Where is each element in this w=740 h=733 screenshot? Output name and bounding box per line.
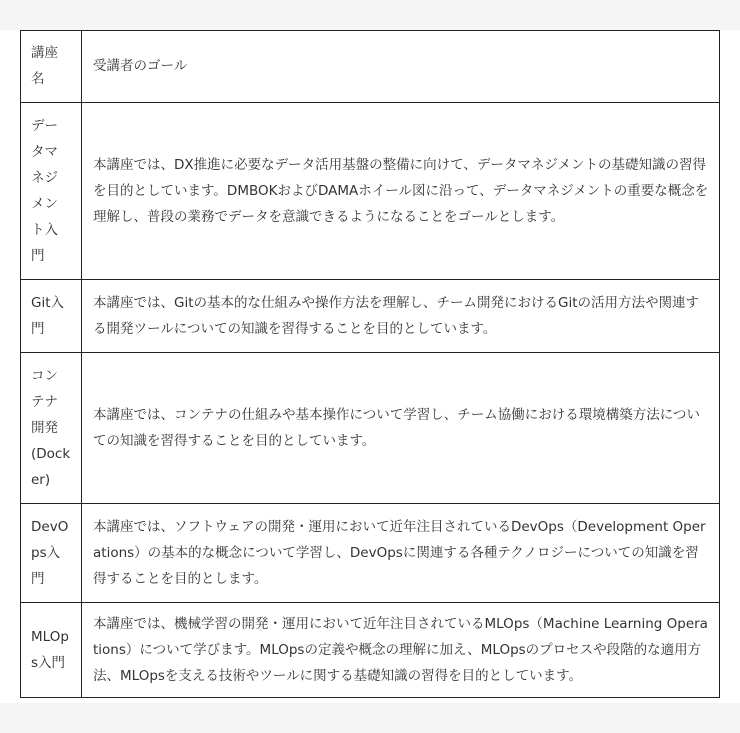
table-row — [21, 504, 720, 603]
table-row — [21, 280, 720, 353]
course-name-cell: DevOps入門 — [21, 504, 82, 603]
course-goal-cell: 本講座では、DX推進に必要なデータ活用基盤の整備に向けて、データマネジメントの基礎知識の習得を目的としています。DMBOKおよびDAMAホイール図に沿って、データマネジメントの重要な概念を理解し、普段の業務でデータを意識できるようになることをゴールとします。 — [82, 103, 720, 280]
content-area — [0, 30, 740, 703]
table-row — [21, 603, 720, 698]
course-name-cell: MLOps入門 — [21, 603, 82, 698]
table-row — [21, 103, 720, 280]
table-row — [21, 353, 720, 504]
header-course-name: 講座名 — [21, 31, 82, 103]
header-learner-goal: 受講者のゴール — [82, 31, 720, 103]
course-table — [20, 30, 720, 698]
course-goal-cell: 本講座では、ソフトウェアの開発・運用において近年注目されているDevOps（Development Operations）の基本的な概念について学習し、DevOpsに関連する各種テクノロジーについての知識を習得することを目的とします。 — [82, 504, 720, 603]
course-name-cell: コンテナ開発(Docker) — [21, 353, 82, 504]
course-goal-cell: 本講座では、Gitの基本的な仕組みや操作方法を理解し、チーム開発におけるGitの活用方法や関連する開発ツールについての知識を習得することを目的としています。 — [82, 280, 720, 353]
course-name-cell: Git入門 — [21, 280, 82, 353]
course-goal-cell: 本講座では、機械学習の開発・運用において近年注目されているMLOps（Machine Learning Operations）について学びます。MLOpsの定義や概念の理解に加え、MLOpsのプロセスや段階的な適用方法、MLOpsを支える技術やツールに関する基礎知識の習得を目的としています。 — [82, 603, 720, 698]
table-header-row — [21, 31, 720, 103]
course-name-cell: データマネジメント入門 — [21, 103, 82, 280]
course-goal-cell: 本講座では、コンテナの仕組みや基本操作について学習し、チーム協働における環境構築方法についての知識を習得することを目的としています。 — [82, 353, 720, 504]
